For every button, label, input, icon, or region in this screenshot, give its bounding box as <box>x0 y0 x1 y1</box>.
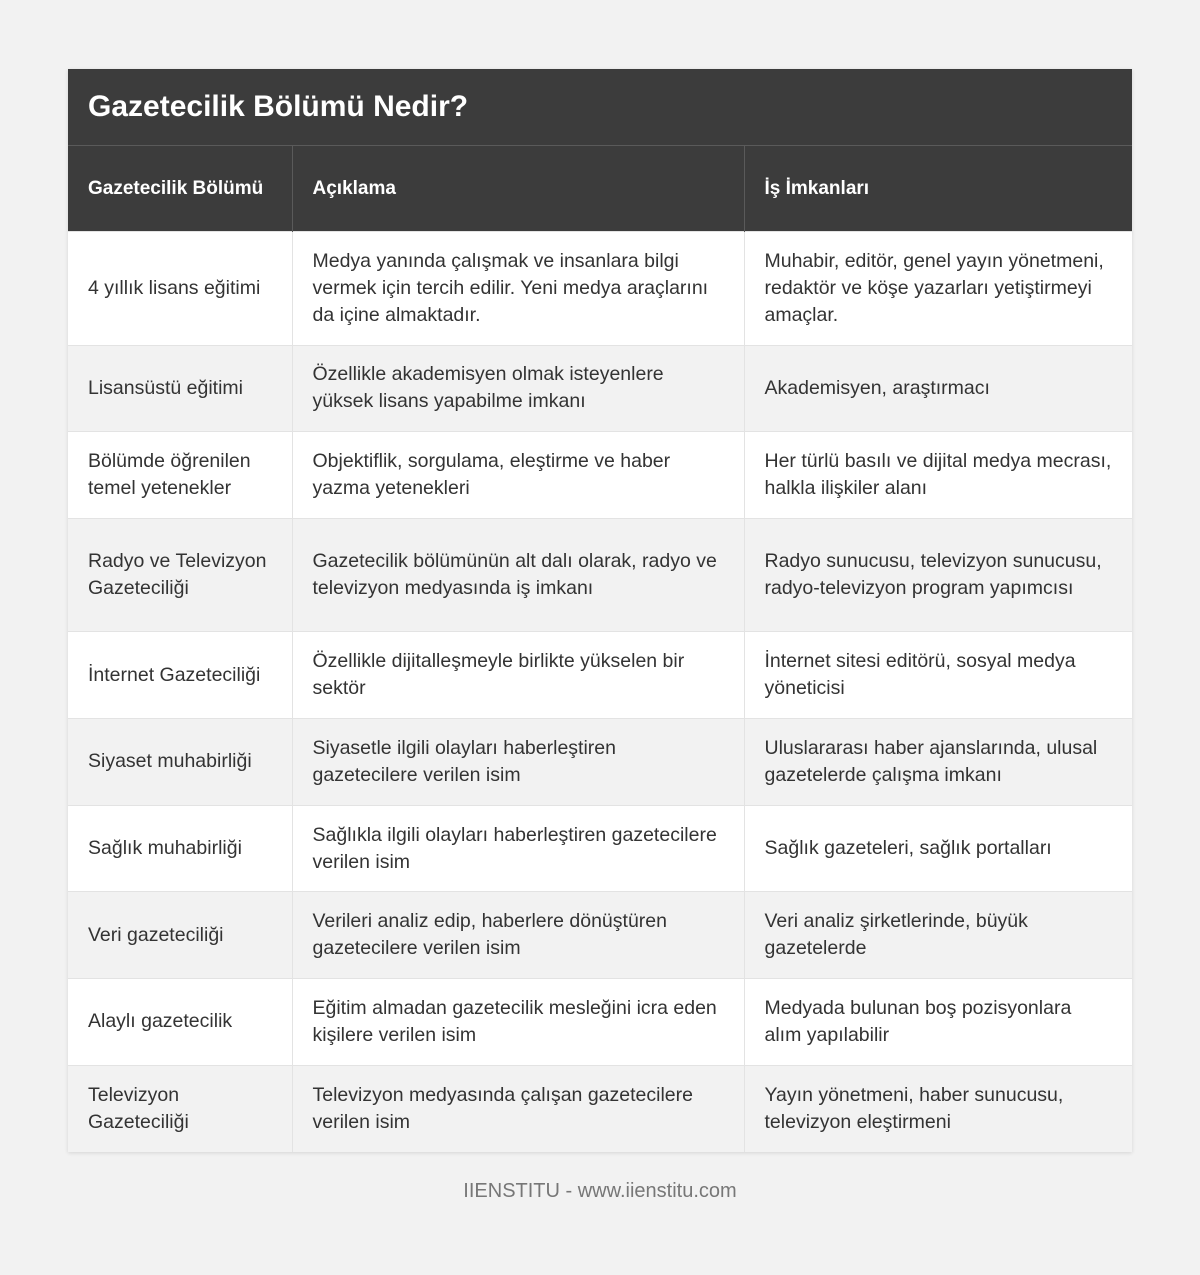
table-header <box>68 146 1132 232</box>
table-row <box>68 432 1132 519</box>
column-header-is-imkanlari: İş İmkanları <box>744 146 1132 232</box>
table-row <box>68 345 1132 432</box>
cell-is-imkanlari: Yayın yönetmeni, haber sunucusu, televizyon eleştirmeni <box>744 1065 1132 1152</box>
cell-bolum: Sağlık muhabirliği <box>68 805 292 892</box>
cell-bolum: Alaylı gazetecilik <box>68 979 292 1066</box>
cell-aciklama: Objektiflik, sorgulama, eleştirme ve haber yazma yetenekleri <box>292 432 744 519</box>
table-row <box>68 892 1132 979</box>
table-row <box>68 979 1132 1066</box>
cell-is-imkanlari: Sağlık gazeteleri, sağlık portalları <box>744 805 1132 892</box>
cell-bolum: Lisansüstü eğitimi <box>68 345 292 432</box>
cell-is-imkanlari: Medyada bulunan boş pozisyonlara alım yapılabilir <box>744 979 1132 1066</box>
cell-bolum: Veri gazeteciliği <box>68 892 292 979</box>
cell-is-imkanlari: Veri analiz şirketlerinde, büyük gazetelerde <box>744 892 1132 979</box>
column-header-bolum: Gazetecilik Bölümü <box>68 146 292 232</box>
table-title: Gazetecilik Bölümü Nedir? <box>68 69 1132 145</box>
header-row <box>68 146 1132 232</box>
cell-bolum: Siyaset muhabirliği <box>68 719 292 806</box>
table-row <box>68 518 1132 632</box>
cell-is-imkanlari: Akademisyen, araştırmacı <box>744 345 1132 432</box>
cell-aciklama: Televizyon medyasında çalışan gazetecilere verilen isim <box>292 1065 744 1152</box>
footer-credit: IIENSTITU - www.iienstitu.com <box>463 1180 737 1202</box>
table-row <box>68 632 1132 719</box>
info-table <box>68 145 1132 1152</box>
cell-bolum: İnternet Gazeteciliği <box>68 632 292 719</box>
table-row <box>68 232 1132 346</box>
cell-aciklama: Verileri analiz edip, haberlere dönüştüren gazetecilere verilen isim <box>292 892 744 979</box>
cell-aciklama: Medya yanında çalışmak ve insanlara bilgi vermek için tercih edilir. Yeni medya araçlarını da içine almaktadır. <box>292 232 744 346</box>
table-row <box>68 1065 1132 1152</box>
cell-aciklama: Özellikle dijitalleşmeyle birlikte yükselen bir sektör <box>292 632 744 719</box>
cell-is-imkanlari: Radyo sunucusu, televizyon sunucusu, radyo-televizyon program yapımcısı <box>744 518 1132 632</box>
table-row <box>68 719 1132 806</box>
table-row <box>68 805 1132 892</box>
cell-bolum: 4 yıllık lisans eğitimi <box>68 232 292 346</box>
cell-is-imkanlari: Her türlü basılı ve dijital medya mecrası, halkla ilişkiler alanı <box>744 432 1132 519</box>
cell-is-imkanlari: İnternet sitesi editörü, sosyal medya yöneticisi <box>744 632 1132 719</box>
column-header-aciklama: Açıklama <box>292 146 744 232</box>
cell-aciklama: Gazetecilik bölümünün alt dalı olarak, radyo ve televizyon medyasında iş imkanı <box>292 518 744 632</box>
info-table-card <box>68 69 1132 1152</box>
cell-bolum: Bölümde öğrenilen temel yetenekler <box>68 432 292 519</box>
cell-bolum: Televizyon Gazeteciliği <box>68 1065 292 1152</box>
cell-bolum: Radyo ve Televizyon Gazeteciliği <box>68 518 292 632</box>
cell-aciklama: Sağlıkla ilgili olayları haberleştiren gazetecilere verilen isim <box>292 805 744 892</box>
cell-is-imkanlari: Uluslararası haber ajanslarında, ulusal gazetelerde çalışma imkanı <box>744 719 1132 806</box>
cell-is-imkanlari: Muhabir, editör, genel yayın yönetmeni, redaktör ve köşe yazarları yetiştirmeyi amaçlar. <box>744 232 1132 346</box>
table-body <box>68 232 1132 1153</box>
cell-aciklama: Özellikle akademisyen olmak isteyenlere yüksek lisans yapabilme imkanı <box>292 345 744 432</box>
cell-aciklama: Siyasetle ilgili olayları haberleştiren gazetecilere verilen isim <box>292 719 744 806</box>
cell-aciklama: Eğitim almadan gazetecilik mesleğini icra eden kişilere verilen isim <box>292 979 744 1066</box>
